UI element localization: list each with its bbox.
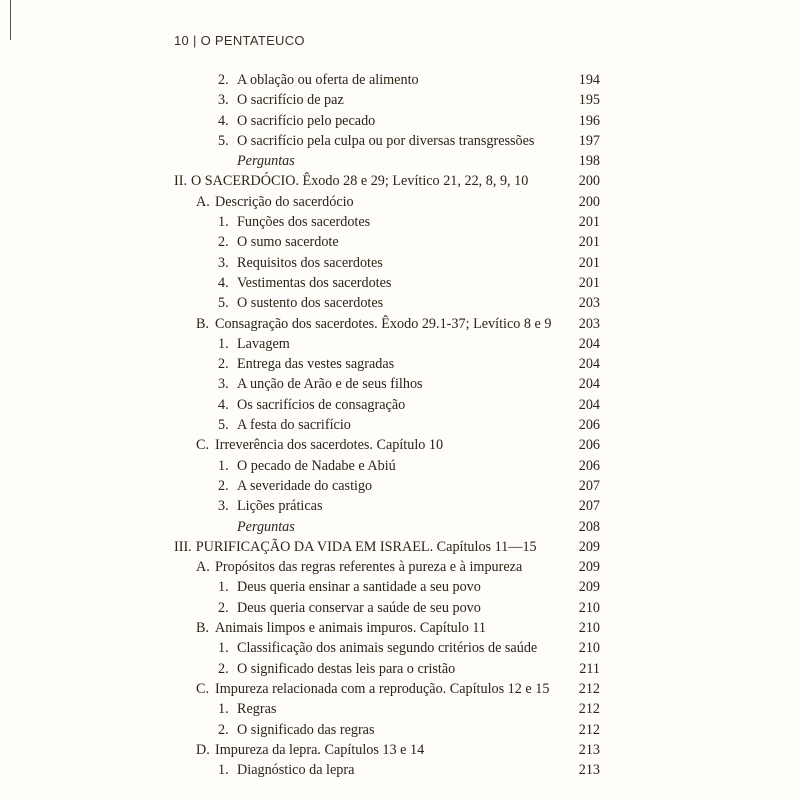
toc-entry-page: 206 (578, 457, 600, 474)
toc-entry-title: O pecado de Nadabe e Abiú (237, 457, 396, 474)
toc-entry-page: 208 (578, 518, 600, 535)
toc-entry-number: 2. (218, 660, 229, 677)
toc-entry-number: 3. (218, 92, 229, 109)
toc-entry-title: Propósitos das regras referentes à pureza e à impureza (215, 559, 523, 576)
toc-entry-title: Requisitos dos sacerdotes (237, 254, 383, 271)
toc-entry (174, 232, 600, 252)
header-page-number: 10 (174, 33, 190, 48)
toc-entry (174, 131, 600, 151)
toc-entry-page: 209 (578, 538, 600, 555)
toc-entry-number: 2. (218, 72, 229, 88)
toc-entry-number: A. (196, 559, 210, 576)
toc-entry-page: 212 (578, 680, 600, 697)
toc-entry-number: 4. (218, 396, 229, 413)
toc-entry (174, 720, 600, 740)
running-head (174, 33, 305, 48)
toc-entry-number: 1. (218, 640, 229, 657)
toc-entry-number: D. (196, 741, 210, 758)
toc-entry-page: 209 (578, 559, 600, 576)
toc-entry (174, 435, 600, 455)
toc-entry-page: 211 (579, 660, 600, 677)
toc-entry-title: A festa do sacrifício (237, 417, 351, 434)
toc-entry (174, 456, 600, 476)
toc-entry-page: 210 (578, 640, 600, 657)
toc-entry-title: A oblação ou oferta de alimento (237, 72, 419, 88)
toc-entry-title: Impureza da lepra. Capítulos 13 e 14 (215, 741, 425, 758)
toc-entry-page: 212 (578, 721, 600, 738)
toc-entry-number: 2. (218, 356, 229, 373)
toc-entry-title: Lavagem (237, 335, 290, 352)
toc-entry-page: 213 (578, 741, 600, 758)
toc-entry-title: Regras (237, 701, 277, 718)
toc-entry (174, 395, 600, 415)
toc-entry (174, 679, 600, 699)
toc-entry-number: 3. (218, 376, 229, 393)
toc-entry (174, 374, 600, 394)
toc-entry-title: Os sacrifícios de consagração (237, 396, 406, 413)
table-of-contents (174, 70, 600, 780)
toc-entry-title: Entrega das vestes sagradas (237, 356, 395, 373)
toc-entry (174, 699, 600, 719)
toc-entry-title: O significado das regras (237, 721, 375, 738)
toc-entry (174, 111, 600, 131)
toc-entry-page: 200 (578, 173, 600, 190)
toc-entry-page: 204 (578, 376, 600, 393)
toc-entry-page: 207 (578, 498, 600, 515)
toc-entry (174, 476, 600, 496)
toc-entry-number: 1. (218, 579, 229, 596)
toc-entry-page: 213 (578, 762, 600, 779)
toc-entry-page: 203 (578, 315, 600, 332)
toc-entry-page: 204 (578, 335, 600, 352)
toc-entry-page: 194 (578, 72, 600, 88)
toc-entry-number: 3. (218, 498, 229, 515)
toc-entry-number: III. (174, 538, 192, 555)
toc-entry-title: Classificação dos animais segundo critérios de saúde (237, 640, 538, 657)
toc-entry-title: O SACERDÓCIO. Êxodo 28 e 29; Levítico 21, 22, 8, 9, 10 (191, 173, 529, 190)
toc-entry-title: O sustento dos sacerdotes (237, 295, 384, 312)
toc-entry-page: 203 (578, 295, 600, 312)
toc-entry-number: 1. (218, 762, 229, 779)
toc-entry-title: Vestimentas dos sacerdotes (237, 274, 392, 291)
toc-entry-number: 1. (218, 335, 229, 352)
toc-entry-page: 206 (578, 417, 600, 434)
toc-entry-page: 197 (578, 132, 600, 149)
toc-entry-page: 204 (578, 356, 600, 373)
toc-entry-number: B. (196, 315, 210, 332)
toc-entry-title: PURIFICAÇÃO DA VIDA EM ISRAEL. Capítulos 11—15 (195, 538, 537, 555)
header-separator: | (192, 33, 197, 48)
toc-entry-number: 1. (218, 214, 229, 231)
toc-entry (174, 598, 600, 618)
toc-entry-page: 196 (578, 112, 600, 129)
toc-entry (174, 293, 600, 313)
toc-entry (174, 577, 600, 597)
toc-questions-entry (174, 517, 600, 537)
toc-entry-number: 2. (218, 477, 229, 494)
toc-entry-title: O sacrifício pelo pecado (237, 112, 376, 129)
toc-entry-page: 201 (578, 214, 600, 231)
toc-entry-title: Descrição do sacerdócio (215, 193, 354, 210)
toc-entry-number: C. (196, 437, 210, 454)
toc-entry-page: 201 (578, 234, 600, 251)
toc-entry (174, 212, 600, 232)
toc-entry (174, 253, 600, 273)
toc-entry-title: O sumo sacerdote (237, 234, 339, 251)
header-book-title: O PENTATEUCO (200, 33, 305, 48)
toc-entry-title: Diagnóstico da lepra (237, 762, 355, 779)
toc-entry (174, 415, 600, 435)
toc-entry-number: 5. (218, 417, 229, 434)
toc-entry-title: Perguntas (237, 153, 295, 170)
toc-entry-title: Impureza relacionada com a reprodução. Capítulos 12 e 15 (215, 680, 550, 697)
toc-questions-entry (174, 151, 600, 171)
toc-entry (174, 334, 600, 354)
toc-entry-page: 212 (578, 701, 600, 718)
toc-entry-page: 210 (578, 620, 600, 637)
toc-entry (174, 760, 600, 780)
toc-entry-title: O significado destas leis para o cristão (237, 660, 456, 677)
toc-entry-number: 2. (218, 599, 229, 616)
toc-entry-number: 5. (218, 295, 229, 312)
toc-entry-title: Funções dos sacerdotes (237, 214, 371, 231)
toc-entry (174, 70, 600, 90)
toc-entry (174, 496, 600, 516)
toc-entry-title: Irreverência dos sacerdotes. Capítulo 10 (215, 437, 444, 454)
toc-entry-number: 2. (218, 721, 229, 738)
toc-entry-title: A severidade do castigo (237, 477, 373, 494)
toc-entry-number: 4. (218, 112, 229, 129)
toc-entry-number: 4. (218, 274, 229, 291)
toc-entry-page: 206 (578, 437, 600, 454)
toc-entry-title: O sacrifício de paz (237, 92, 344, 109)
toc-entry-title: O sacrifício pela culpa ou por diversas transgressões (237, 132, 535, 149)
toc-entry (174, 638, 600, 658)
toc-entry (174, 90, 600, 110)
toc-entry (174, 557, 600, 577)
toc-entry-number: A. (196, 193, 210, 210)
toc-entry (174, 192, 600, 212)
toc-entry-number: 3. (218, 254, 229, 271)
toc-entry-title: Animais limpos e animais impuros. Capítulo 11 (215, 620, 486, 637)
toc-entry (174, 537, 600, 557)
toc-entry (174, 314, 600, 334)
toc-entry-page: 209 (578, 579, 600, 596)
toc-entry (174, 354, 600, 374)
toc-entry-page: 204 (578, 396, 600, 413)
toc-entry (174, 273, 600, 293)
toc-entry-page: 210 (578, 599, 600, 616)
toc-entry-page: 207 (578, 477, 600, 494)
toc-entry-page: 201 (578, 274, 600, 291)
toc-entry (174, 659, 600, 679)
toc-entry-number: C. (196, 680, 210, 697)
toc-entry-number: 5. (218, 132, 229, 149)
toc-entry-number: 1. (218, 701, 229, 718)
toc-entry (174, 740, 600, 760)
page-corner-mark (0, 0, 11, 40)
toc-entry-number: B. (196, 620, 210, 637)
toc-entry-title: Perguntas (237, 518, 295, 535)
toc-entry-page: 195 (578, 92, 600, 109)
toc-entry-title: Deus queria ensinar a santidade a seu povo (237, 579, 481, 596)
toc-entry (174, 171, 600, 191)
toc-entry-number: 1. (218, 457, 229, 474)
toc-entry-title: Lições práticas (237, 498, 323, 515)
toc-entry-page: 200 (578, 193, 600, 210)
toc-entry-page: 198 (578, 153, 600, 170)
toc-entry-number: II. (174, 173, 187, 190)
toc-entry-title: A unção de Arão e de seus filhos (237, 376, 423, 393)
toc-entry-page: 201 (578, 254, 600, 271)
toc-entry-number: 2. (218, 234, 229, 251)
toc-entry (174, 618, 600, 638)
toc-entry-title: Deus queria conservar a saúde de seu povo (237, 599, 481, 616)
toc-entry-title: Consagração dos sacerdotes. Êxodo 29.1-37; Levítico 8 e 9 (215, 315, 552, 332)
